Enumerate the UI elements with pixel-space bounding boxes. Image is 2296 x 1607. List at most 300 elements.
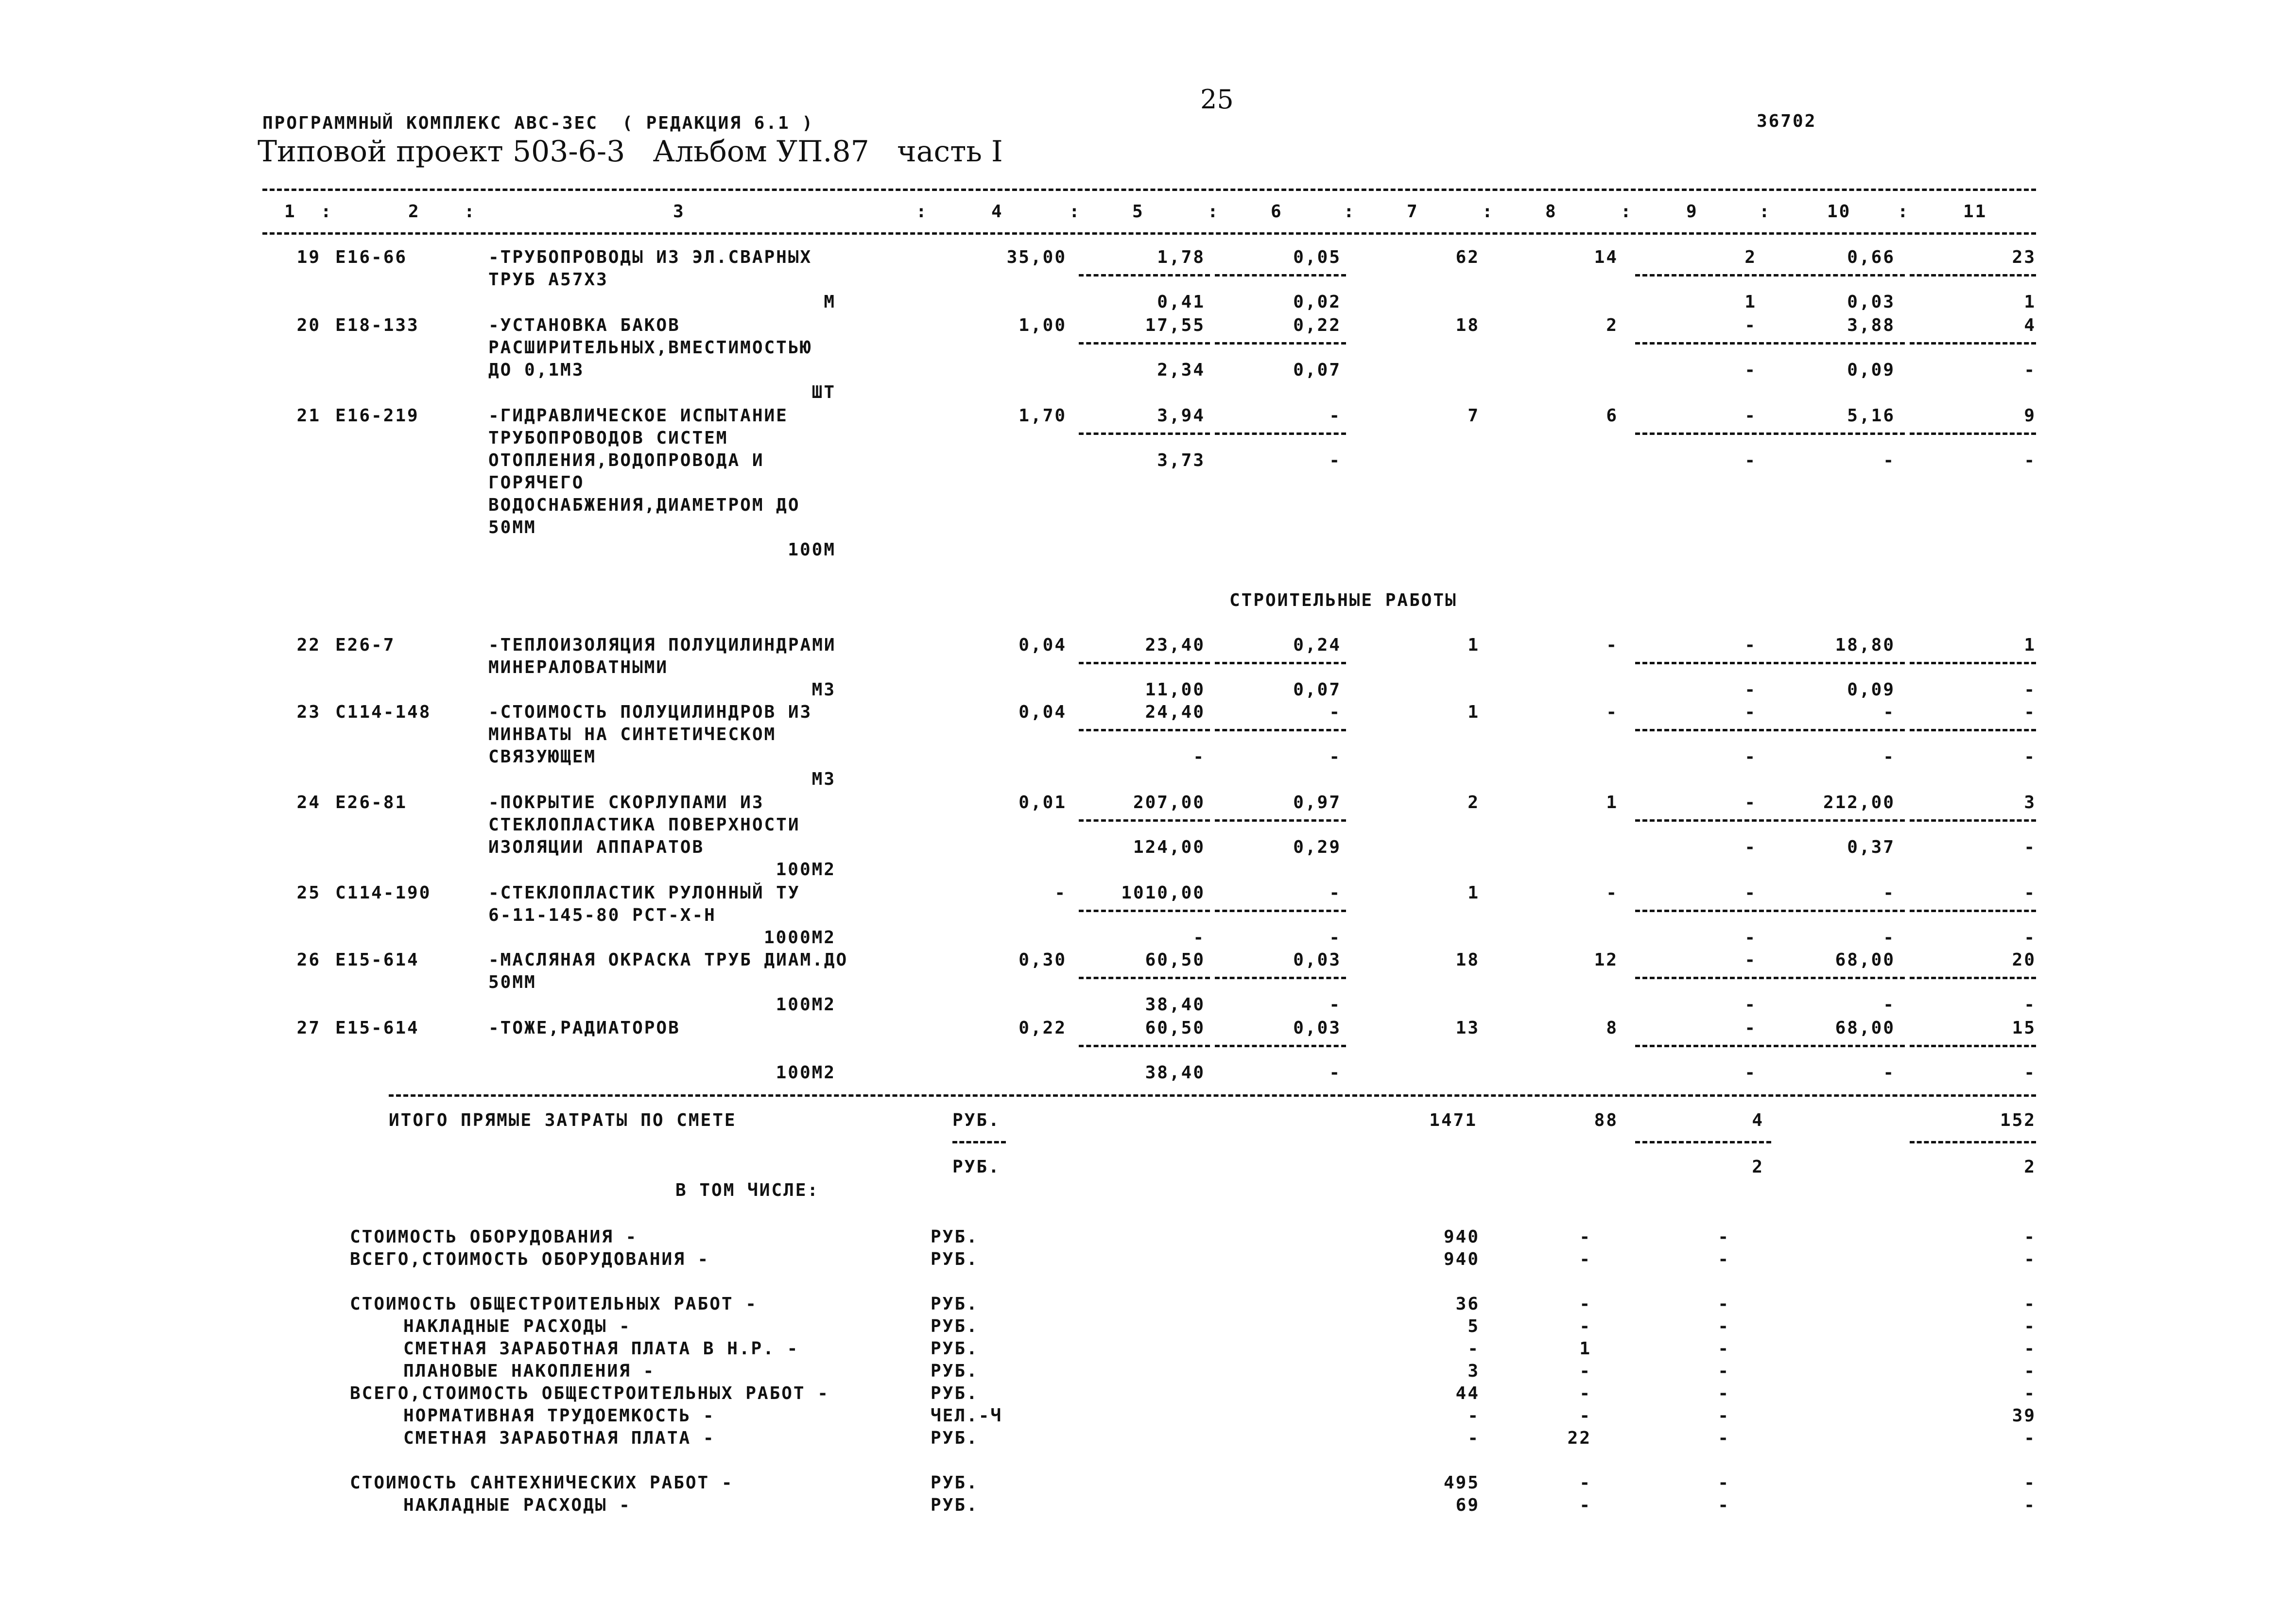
row-col5-bottom: 11,00: [1145, 680, 1205, 700]
row-unit: М: [824, 292, 836, 312]
cell-divider-rule: [1910, 977, 2036, 979]
row-quantity: 35,00: [1006, 247, 1067, 267]
row-col9-top: -: [1744, 702, 1757, 722]
row-description-line: -ПОКРЫТИЕ СКОРЛУПАМИ ИЗ: [488, 793, 764, 812]
cell-divider-rule: [1910, 342, 2036, 345]
summary-unit: РУБ.: [931, 1473, 979, 1493]
summary-col9: -: [1718, 1495, 1730, 1515]
cell-divider-rule: [1635, 662, 1771, 664]
row-col9-bottom: -: [1744, 1063, 1757, 1083]
row-col10-bottom: -: [1883, 928, 1895, 948]
row-description-line: ИЗОЛЯЦИИ АППАРАТОВ: [488, 837, 705, 857]
row-col10-top: 3,88: [1847, 315, 1895, 335]
column-separator: :: [1482, 202, 1494, 222]
row-description-line: МИНВАТЫ НА СИНТЕТИЧЕСКОМ: [488, 725, 777, 744]
summary-label: СТОИМОСТЬ ОБОРУДОВАНИЯ -: [350, 1227, 638, 1247]
row-col11-bottom: 1: [2024, 292, 2036, 312]
row-col5-top: 24,40: [1145, 702, 1205, 722]
summary-unit: РУБ.: [931, 1294, 979, 1314]
row-description-line: МИНЕРАЛОВАТНЫМИ: [488, 657, 669, 677]
summary-label: НАКЛАДНЫЕ РАСХОДЫ -: [403, 1495, 631, 1515]
column-header-1: 1: [284, 202, 296, 222]
row-col6-bottom: -: [1329, 747, 1341, 767]
row-quantity: 1,00: [1019, 315, 1067, 335]
column-header-2: 2: [408, 202, 420, 222]
column-header-5: 5: [1132, 202, 1144, 222]
row-unit: 100М: [788, 540, 836, 560]
summary-label: СМЕТНАЯ ЗАРАБОТНАЯ ПЛАТА -: [403, 1428, 715, 1448]
column-header-4: 4: [991, 202, 1003, 222]
row-col6-top: 0,97: [1293, 793, 1341, 812]
row-col11-bottom: -: [2024, 928, 2036, 948]
header-bottom-rule: [262, 232, 2036, 235]
cell-divider-rule: [1774, 819, 1905, 822]
totals-label: ИТОГО ПРЯМЫЕ ЗАТРАТЫ ПО СМЕТЕ: [389, 1110, 737, 1130]
cell-divider-rule: [1215, 729, 1346, 731]
row-col6-bottom: -: [1329, 450, 1341, 470]
row-col9-bottom: -: [1744, 450, 1757, 470]
summary-col7: -: [1467, 1406, 1480, 1426]
row-col10-bottom: 0,03: [1847, 292, 1895, 312]
row-description-line: ДО 0,1М3: [488, 360, 585, 380]
column-separator: :: [321, 202, 333, 222]
row-col6-top: 0,03: [1293, 950, 1341, 970]
row-col11-top: 9: [2024, 406, 2036, 426]
row-code: Е26-7: [335, 635, 396, 655]
summary-col7: 495: [1443, 1473, 1480, 1493]
cell-divider-rule: [1635, 274, 1771, 276]
row-col7: 1: [1467, 883, 1480, 903]
row-col11-bottom: -: [2024, 837, 2036, 857]
column-header-11: 11: [1963, 202, 1987, 222]
page-number: 25: [1200, 84, 1234, 115]
cell-divider-rule: [1774, 910, 1905, 912]
row-description-line: ОТОПЛЕНИЯ,ВОДОПРОВОДА И: [488, 450, 764, 470]
row-col9-top: 2: [1744, 247, 1757, 267]
cell-divider-rule: [1215, 819, 1346, 822]
row-quantity: 0,04: [1019, 635, 1067, 655]
summary-col8: -: [1579, 1249, 1591, 1269]
summary-label: НАКЛАДНЫЕ РАСХОДЫ -: [403, 1316, 631, 1336]
row-col8: 8: [1606, 1018, 1618, 1038]
row-quantity: 0,30: [1019, 950, 1067, 970]
column-header-3: 3: [673, 202, 685, 222]
row-number: 24: [296, 793, 321, 812]
summary-label: ВСЕГО,СТОИМОСТЬ ОБОРУДОВАНИЯ -: [350, 1249, 710, 1269]
including-label: В ТОМ ЧИСЛЕ:: [675, 1180, 820, 1200]
row-col10-top: -: [1883, 702, 1895, 722]
summary-col11: 39: [2012, 1406, 2036, 1426]
row-col9-top: -: [1744, 883, 1757, 903]
cell-divider-rule: [1635, 1045, 1771, 1047]
totals-col11-rule: [1910, 1141, 2036, 1143]
totals-col11: 152: [2000, 1110, 2036, 1130]
row-col5-top: 1010,00: [1121, 883, 1205, 903]
cell-divider-rule: [1910, 432, 2036, 435]
summary-unit: РУБ.: [931, 1249, 979, 1269]
cell-divider-rule: [1774, 662, 1905, 664]
summary-col7: 940: [1443, 1249, 1480, 1269]
row-col5-bottom: 0,41: [1157, 292, 1205, 312]
row-quantity: -: [1054, 883, 1067, 903]
column-header-8: 8: [1545, 202, 1557, 222]
summary-col11: -: [2024, 1249, 2036, 1269]
row-description-line: СТЕКЛОПЛАСТИКА ПОВЕРХНОСТИ: [488, 815, 800, 835]
row-col11-top: -: [2024, 702, 2036, 722]
row-code: Е15-614: [335, 1018, 419, 1038]
row-col10-bottom: -: [1883, 1063, 1895, 1083]
row-number: 23: [296, 702, 321, 722]
summary-unit: РУБ.: [931, 1339, 979, 1359]
row-code: С114-148: [335, 702, 432, 722]
row-description-line: -УСТАНОВКА БАКОВ: [488, 315, 680, 335]
row-number: 26: [296, 950, 321, 970]
row-col9-bottom: 1: [1744, 292, 1757, 312]
row-col10-top: -: [1883, 883, 1895, 903]
summary-col9: -: [1718, 1294, 1730, 1314]
totals-col9-rule: [1635, 1141, 1771, 1143]
row-description-line: -МАСЛЯНАЯ ОКРАСКА ТРУБ ДИАМ.ДО: [488, 950, 848, 970]
row-col9-bottom: -: [1744, 995, 1757, 1015]
header-top-rule: [262, 189, 2036, 191]
cell-divider-rule: [1910, 910, 2036, 912]
totals-col11-2: 2: [2024, 1157, 2036, 1177]
cell-divider-rule: [1215, 977, 1346, 979]
summary-label: СТОИМОСТЬ САНТЕХНИЧЕСКИХ РАБОТ -: [350, 1473, 734, 1493]
row-number: 27: [296, 1018, 321, 1038]
column-separator: :: [1344, 202, 1356, 222]
summary-col11: -: [2024, 1383, 2036, 1403]
cell-divider-rule: [1635, 910, 1771, 912]
cell-divider-rule: [1079, 819, 1210, 822]
row-col8: 12: [1594, 950, 1618, 970]
column-separator: :: [464, 202, 476, 222]
column-separator: :: [1759, 202, 1771, 222]
summary-col9: -: [1718, 1361, 1730, 1381]
summary-unit: РУБ.: [931, 1383, 979, 1403]
row-col5-bottom: 38,40: [1145, 1063, 1205, 1083]
cell-divider-rule: [1079, 977, 1210, 979]
cell-divider-rule: [1774, 432, 1905, 435]
row-col10-top: 0,66: [1847, 247, 1895, 267]
row-quantity: 0,04: [1019, 702, 1067, 722]
row-number: 20: [296, 315, 321, 335]
totals-col9: 4: [1752, 1110, 1764, 1130]
summary-col7: -: [1467, 1428, 1480, 1448]
row-col5-bottom: 124,00: [1133, 837, 1205, 857]
row-col7: 18: [1455, 950, 1480, 970]
cell-divider-rule: [1635, 819, 1771, 822]
row-col9-top: -: [1744, 793, 1757, 812]
cell-divider-rule: [1215, 274, 1346, 276]
row-col11-top: 23: [2012, 247, 2036, 267]
row-col11-top: -: [2024, 883, 2036, 903]
column-separator: :: [916, 202, 928, 222]
summary-col8: 22: [1567, 1428, 1591, 1448]
row-col11-bottom: -: [2024, 747, 2036, 767]
row-col8: 2: [1606, 315, 1618, 335]
row-col7: 2: [1467, 793, 1480, 812]
cell-divider-rule: [1079, 910, 1210, 912]
cell-divider-rule: [1079, 1045, 1210, 1047]
row-col10-bottom: -: [1883, 747, 1895, 767]
summary-unit: ЧЕЛ.-Ч: [931, 1406, 1003, 1426]
column-header-10: 10: [1827, 202, 1851, 222]
summary-col11: -: [2024, 1294, 2036, 1314]
cell-divider-rule: [1079, 729, 1210, 731]
cell-divider-rule: [1910, 1045, 2036, 1047]
row-col6-bottom: 0,07: [1293, 360, 1341, 380]
row-col6-top: 0,03: [1293, 1018, 1341, 1038]
column-header-9: 9: [1686, 202, 1698, 222]
cell-divider-rule: [1910, 662, 2036, 664]
summary-unit: РУБ.: [931, 1428, 979, 1448]
totals-col9-2: 2: [1752, 1157, 1764, 1177]
summary-unit: РУБ.: [931, 1361, 979, 1381]
summary-col9: -: [1718, 1428, 1730, 1448]
row-col5-top: 23,40: [1145, 635, 1205, 655]
totals-top-rule: [389, 1094, 2036, 1097]
row-code: С114-190: [335, 883, 432, 903]
summary-col11: -: [2024, 1316, 2036, 1336]
row-col9-bottom: -: [1744, 747, 1757, 767]
row-col6-top: -: [1329, 406, 1341, 426]
row-col11-top: 20: [2012, 950, 2036, 970]
row-col11-bottom: -: [2024, 450, 2036, 470]
row-col6-bottom: 0,29: [1293, 837, 1341, 857]
row-description-line: 50ММ: [488, 518, 536, 537]
summary-col9: -: [1718, 1316, 1730, 1336]
row-code: Е26-81: [335, 793, 408, 812]
cell-divider-rule: [1635, 432, 1771, 435]
summary-col7: 44: [1455, 1383, 1480, 1403]
row-col10-bottom: 0,37: [1847, 837, 1895, 857]
totals-unit-rule: [952, 1141, 1006, 1143]
summary-label: ПЛАНОВЫЕ НАКОПЛЕНИЯ -: [403, 1361, 656, 1381]
row-code: Е16-219: [335, 406, 419, 426]
summary-col9: -: [1718, 1339, 1730, 1359]
summary-col7: 5: [1467, 1316, 1480, 1336]
row-col9-bottom: -: [1744, 837, 1757, 857]
row-col10-top: 68,00: [1835, 1018, 1895, 1038]
summary-unit: РУБ.: [931, 1227, 979, 1247]
row-col9-top: -: [1744, 950, 1757, 970]
cell-divider-rule: [1774, 729, 1905, 731]
program-header: ПРОГРАММНЫЙ КОМПЛЕКС АВС-ЗЕС ( РЕДАКЦИЯ 6.1 ): [262, 113, 814, 133]
row-description-line: РАСШИРИТЕЛЬНЫХ,ВМЕСТИМОСТЬЮ: [488, 338, 812, 358]
row-col10-top: 68,00: [1835, 950, 1895, 970]
column-separator: :: [1069, 202, 1081, 222]
row-col8: 1: [1606, 793, 1618, 812]
row-col9-top: -: [1744, 406, 1757, 426]
row-code: Е16-66: [335, 247, 408, 267]
row-col8: -: [1606, 702, 1618, 722]
row-description-line: ВОДОСНАБЖЕНИЯ,ДИАМЕТРОМ ДО: [488, 495, 800, 515]
summary-col7: 3: [1467, 1361, 1480, 1381]
row-col6-bottom: 0,02: [1293, 292, 1341, 312]
row-col6-bottom: -: [1329, 928, 1341, 948]
summary-col9: -: [1718, 1227, 1730, 1247]
row-quantity: 1,70: [1019, 406, 1067, 426]
row-number: 19: [296, 247, 321, 267]
row-col6-top: 0,22: [1293, 315, 1341, 335]
row-unit: ШТ: [811, 382, 836, 402]
row-col10-bottom: -: [1883, 995, 1895, 1015]
summary-label: СМЕТНАЯ ЗАРАБОТНАЯ ПЛАТА В Н.Р. -: [403, 1339, 799, 1359]
row-col5-top: 207,00: [1133, 793, 1205, 812]
row-col8: 14: [1594, 247, 1618, 267]
row-unit: 100М2: [776, 1063, 836, 1083]
cell-divider-rule: [1215, 662, 1346, 664]
row-col5-bottom: 2,34: [1157, 360, 1205, 380]
cell-divider-rule: [1079, 274, 1210, 276]
row-code: Е15-614: [335, 950, 419, 970]
row-col11-top: 4: [2024, 315, 2036, 335]
summary-col11: -: [2024, 1227, 2036, 1247]
row-col9-top: -: [1744, 635, 1757, 655]
summary-col11: -: [2024, 1428, 2036, 1448]
summary-label: НОРМАТИВНАЯ ТРУДОЕМКОСТЬ -: [403, 1406, 715, 1426]
column-separator: :: [1621, 202, 1633, 222]
project-title: Типовой проект 503-6-3 Альбом УП.87 часть I: [258, 135, 1003, 169]
row-description-line: -ТЕПЛОИЗОЛЯЦИЯ ПОЛУЦИЛИНДРАМИ: [488, 635, 836, 655]
row-code: Е18-133: [335, 315, 419, 335]
row-col6-top: 0,24: [1293, 635, 1341, 655]
totals-col7: 1471: [1429, 1110, 1477, 1130]
row-unit: 100М2: [776, 860, 836, 880]
row-description-line: ТРУБ А57Х3: [488, 270, 608, 290]
cell-divider-rule: [1774, 1045, 1905, 1047]
summary-unit: РУБ.: [931, 1495, 979, 1515]
row-col6-bottom: -: [1329, 995, 1341, 1015]
cell-divider-rule: [1635, 977, 1771, 979]
document-code: 36702: [1757, 111, 1817, 131]
row-quantity: 0,22: [1019, 1018, 1067, 1038]
summary-col8: -: [1579, 1227, 1591, 1247]
row-col5-top: 60,50: [1145, 1018, 1205, 1038]
row-description-line: 6-11-145-80 РСТ-Х-Н: [488, 905, 716, 925]
row-number: 25: [296, 883, 321, 903]
summary-col8: -: [1579, 1473, 1591, 1493]
row-col11-bottom: -: [2024, 1063, 2036, 1083]
row-description-line: -СТОИМОСТЬ ПОЛУЦИЛИНДРОВ ИЗ: [488, 702, 812, 722]
totals-unit-2: РУБ.: [952, 1157, 1001, 1177]
summary-col7: -: [1467, 1339, 1480, 1359]
row-col10-top: 18,80: [1835, 635, 1895, 655]
summary-col8: -: [1579, 1361, 1591, 1381]
summary-col8: -: [1579, 1383, 1591, 1403]
summary-col7: 69: [1455, 1495, 1480, 1515]
summary-unit: РУБ.: [931, 1316, 979, 1336]
row-col7: 18: [1455, 315, 1480, 335]
row-col9-bottom: -: [1744, 360, 1757, 380]
row-col10-bottom: 0,09: [1847, 680, 1895, 700]
cell-divider-rule: [1215, 342, 1346, 345]
summary-col9: -: [1718, 1473, 1730, 1493]
cell-divider-rule: [1215, 1045, 1346, 1047]
cell-divider-rule: [1774, 274, 1905, 276]
row-col7: 13: [1455, 1018, 1480, 1038]
summary-col11: -: [2024, 1495, 2036, 1515]
summary-col8: 1: [1579, 1339, 1591, 1359]
cell-divider-rule: [1774, 342, 1905, 345]
row-col11-bottom: -: [2024, 680, 2036, 700]
row-unit: М3: [811, 769, 836, 789]
row-quantity: 0,01: [1019, 793, 1067, 812]
row-col11-bottom: -: [2024, 360, 2036, 380]
section-title: СТРОИТЕЛЬНЫЕ РАБОТЫ: [1229, 590, 1457, 610]
row-col8: -: [1606, 635, 1618, 655]
row-col5-bottom: 38,40: [1145, 995, 1205, 1015]
summary-col8: -: [1579, 1294, 1591, 1314]
summary-col8: -: [1579, 1495, 1591, 1515]
row-col6-bottom: -: [1329, 1063, 1341, 1083]
row-col9-top: -: [1744, 1018, 1757, 1038]
row-col11-top: 15: [2012, 1018, 2036, 1038]
row-col10-top: 212,00: [1823, 793, 1895, 812]
summary-col7: 36: [1455, 1294, 1480, 1314]
column-separator: :: [1208, 202, 1220, 222]
row-col5-bottom: -: [1193, 928, 1205, 948]
summary-col11: -: [2024, 1473, 2036, 1493]
row-description-line: СВЯЗУЮЩЕМ: [488, 747, 597, 767]
summary-col9: -: [1718, 1406, 1730, 1426]
row-col11-bottom: -: [2024, 995, 2036, 1015]
row-col6-top: 0,05: [1293, 247, 1341, 267]
cell-divider-rule: [1215, 432, 1346, 435]
cell-divider-rule: [1079, 432, 1210, 435]
row-col5-top: 1,78: [1157, 247, 1205, 267]
row-number: 22: [296, 635, 321, 655]
summary-col9: -: [1718, 1383, 1730, 1403]
row-unit: 100М2: [776, 995, 836, 1015]
row-col11-top: 3: [2024, 793, 2036, 812]
row-col5-top: 60,50: [1145, 950, 1205, 970]
totals-col8: 88: [1594, 1110, 1618, 1130]
row-unit: 1000М2: [763, 928, 836, 948]
column-header-7: 7: [1407, 202, 1419, 222]
summary-label: СТОИМОСТЬ ОБЩЕСТРОИТЕЛЬНЫХ РАБОТ -: [350, 1294, 758, 1314]
cell-divider-rule: [1079, 342, 1210, 345]
row-col10-top: 5,16: [1847, 406, 1895, 426]
summary-col8: -: [1579, 1316, 1591, 1336]
row-col7: 62: [1455, 247, 1480, 267]
cell-divider-rule: [1910, 274, 2036, 276]
row-col5-top: 3,94: [1157, 406, 1205, 426]
row-col8: 6: [1606, 406, 1618, 426]
summary-col11: -: [2024, 1361, 2036, 1381]
column-header-6: 6: [1271, 202, 1283, 222]
row-col5-bottom: 3,73: [1157, 450, 1205, 470]
row-description-line: ГОРЯЧЕГО: [488, 473, 585, 493]
row-col7: 1: [1467, 702, 1480, 722]
cell-divider-rule: [1079, 662, 1210, 664]
row-col6-top: -: [1329, 883, 1341, 903]
column-separator: :: [1898, 202, 1910, 222]
row-description-line: -ТОЖЕ,РАДИАТОРОВ: [488, 1018, 680, 1038]
cell-divider-rule: [1910, 819, 2036, 822]
row-col5-top: 17,55: [1145, 315, 1205, 335]
row-description-line: -СТЕКЛОПЛАСТИК РУЛОННЫЙ ТУ: [488, 883, 800, 903]
summary-col8: -: [1579, 1406, 1591, 1426]
cell-divider-rule: [1774, 977, 1905, 979]
summary-label: ВСЕГО,СТОИМОСТЬ ОБЩЕСТРОИТЕЛЬНЫХ РАБОТ -: [350, 1383, 829, 1403]
row-col11-top: 1: [2024, 635, 2036, 655]
row-col6-bottom: 0,07: [1293, 680, 1341, 700]
row-col10-bottom: -: [1883, 450, 1895, 470]
cell-divider-rule: [1635, 342, 1771, 345]
row-col6-top: -: [1329, 702, 1341, 722]
